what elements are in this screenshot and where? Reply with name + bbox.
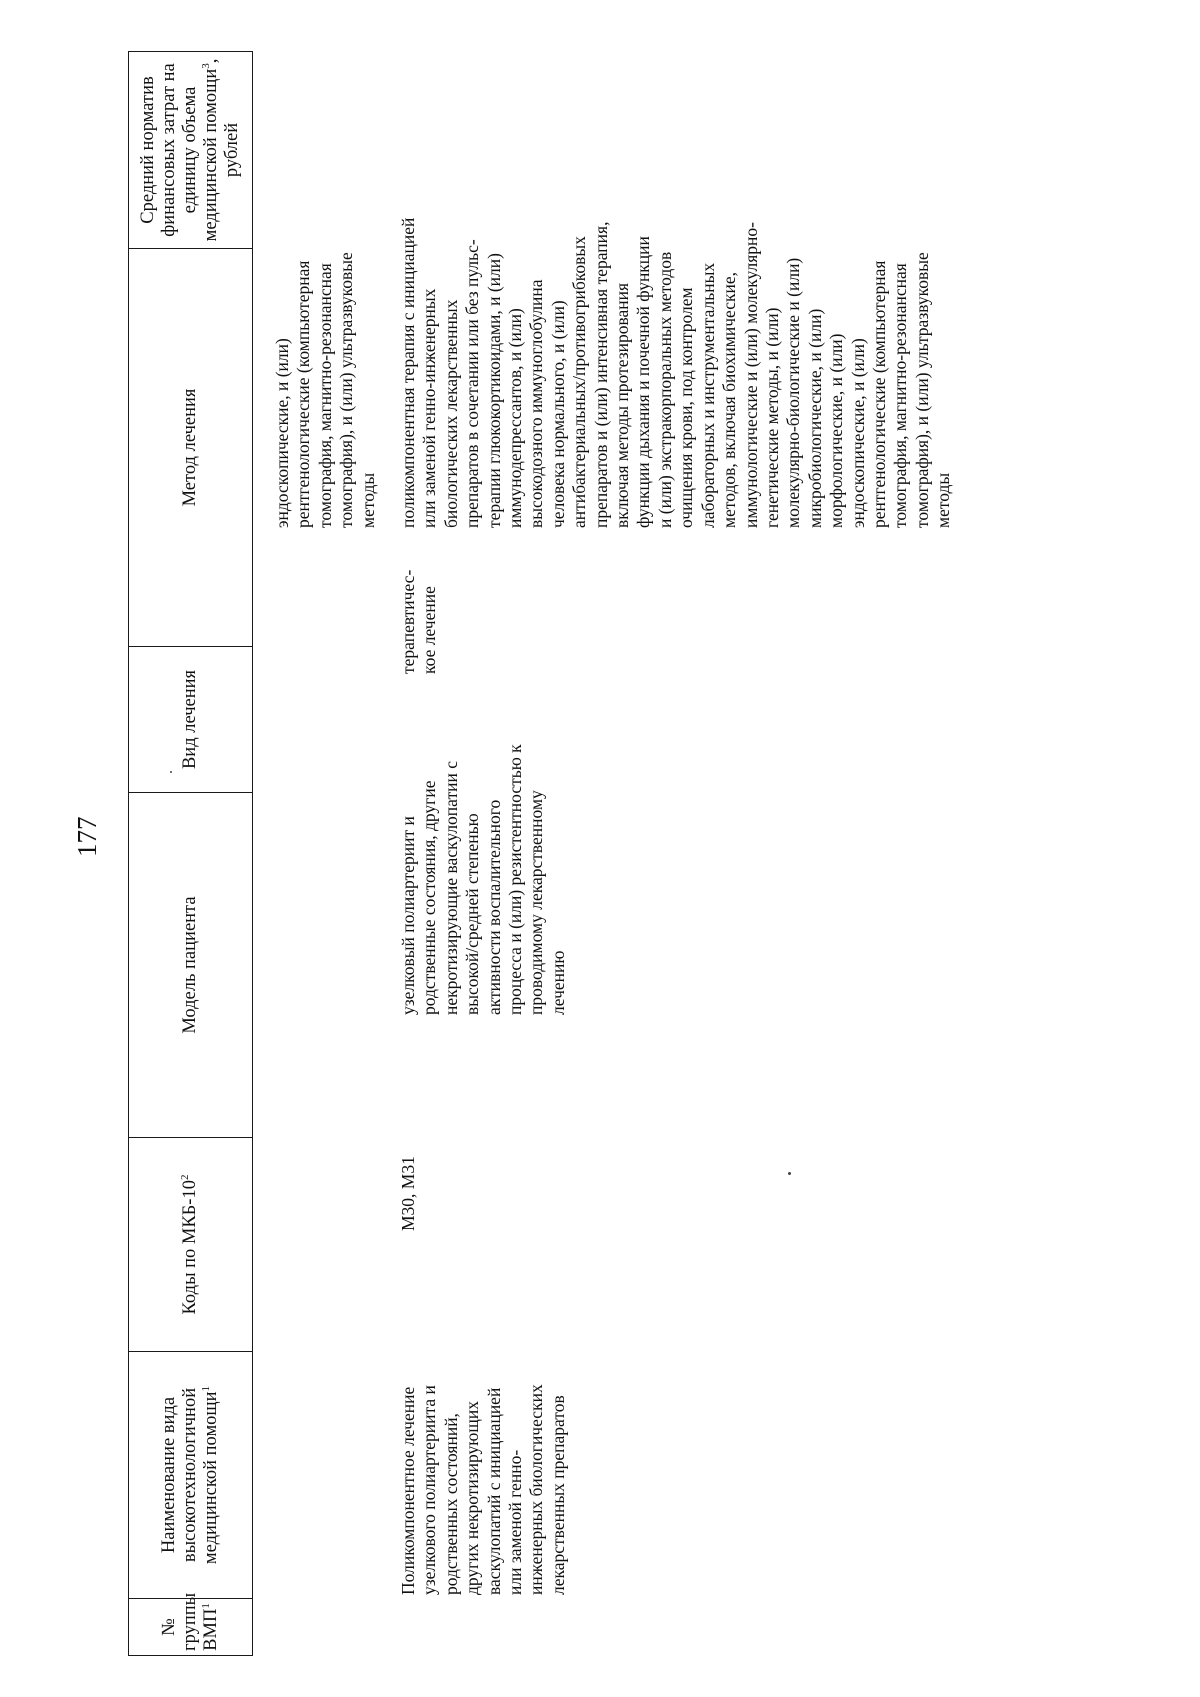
column-header-treatment-method: Метод лечения (129, 249, 253, 647)
table-header (128, 51, 253, 1656)
column-header-average-cost: Средний норматив финансовых затрат на единицу объема медицинской помощи$^3$, рублей (129, 52, 253, 249)
column-header-icd-codes: Коды по МКБ-$10^2$ (129, 1138, 253, 1352)
column-header-treatment-type: Вид лечения (129, 647, 253, 793)
table-row-1-method: эндоскопические, и (или) рентгенологические (компьютерная томография, магнитно-резонансная томография), и (или) ультразвуковые методы (272, 252, 378, 528)
table-row-2-care-name: Поликомпонентное лечение узелкового полиартериита и родственных состояний, других некротизирующих васкулопатий с инициацией или заменой генно- инженерных биологических лекарственных препаратов (398, 1384, 568, 1595)
table-row-2-treatment-method: поликомпонентная терапия с инициацией или заменой генно-инженерных биологических лекарственных препаратов в сочетании или без пульс- терапии глюкокортикоидами, и (или) иммунодепрессантов, и (или) высокодозного иммуноглобулина человека нормального, и (или) антибактериальных/противогрибковых препаратов и (или) интенсивная терапия, включая методы протезирования функции дыхания и почечной функции и (или) экстракорпоральных методов очищения крови, под контролем лабораторных и инструментальных методов, включая биохимические, иммунологические и (или) молекулярно- генетические методы, и (или) молекулярно-биологические и (или) микробиологические, и (или) морфологические, и (или) эндоскопические, и (или) рентгенологические (компьютерная томография, магнитно-резонансная томография), и (или) ультразвуковые методы (398, 217, 954, 528)
column-header-group-number: № группы ВМП$^1$ (129, 1599, 253, 1656)
table-row-2-treatment-type: терапевтичес- кое лечение (398, 569, 440, 674)
column-header-care-name: Наименование вида высокотехнологичной медицинской помощи$^1$ (129, 1352, 253, 1599)
column-header-patient-model: Модель пациента (129, 793, 253, 1138)
table-row-2-patient-model: узелковый полиартериит и родственные состояния, другие некротизирующие васкулопатии с высокой/средней степенью активности воспалительного процесса и (или) резистентностью к проводимому лекарственному лечению (398, 744, 568, 1015)
table-row-2-icd-codes: М30, М31 (398, 1156, 418, 1231)
page-number: 177 (72, 816, 102, 857)
scan-speck (788, 1172, 791, 1175)
scan-speck (170, 771, 172, 773)
